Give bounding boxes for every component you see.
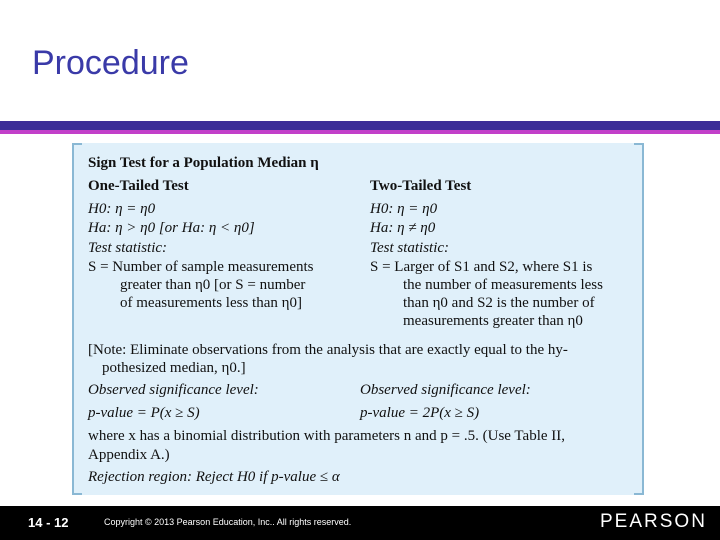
title-rule-purple	[0, 130, 720, 134]
procedure-box	[72, 143, 644, 495]
one-tailed-test-statistic-label: Test statistic:	[88, 240, 168, 256]
copyright-text: Copyright © 2013 Pearson Education, Inc.. All rights reserved.	[104, 517, 352, 527]
two-tailed-s-def-4: measurements greater than η0	[403, 313, 583, 329]
two-tailed-s-def-3: than η0 and S2 is the number of	[403, 295, 595, 311]
one-tailed-h0: H0: η = η0	[88, 201, 156, 217]
two-tailed-ha: Ha: η ≠ η0	[370, 220, 436, 236]
two-tailed-s-def-1: S = Larger of S1 and S2, where S1 is	[370, 259, 593, 275]
binomial-line-1: where x has a binomial distribution with parameters n and p = .5. (Use Table II,	[88, 428, 566, 444]
one-tailed-s-def-3: of measurements less than η0]	[120, 295, 302, 311]
one-tailed-s-def-2: greater than η0 [or S = number	[120, 277, 306, 293]
page-number: 14 - 12	[28, 515, 69, 530]
footer-bar	[0, 506, 720, 540]
note-line-1: [Note: Eliminate observations from the analysis that are exactly equal to the hy-	[88, 342, 568, 358]
note-line-2: pothesized median, η0.]	[102, 360, 246, 376]
two-tailed-test-statistic-label: Test statistic:	[370, 240, 450, 256]
two-tailed-osl-label: Observed significance level:	[360, 382, 531, 398]
title-rule-blue	[0, 121, 720, 130]
one-tailed-heading: One-Tailed Test	[88, 178, 189, 194]
one-tailed-pvalue: p-value = P(x ≥ S)	[88, 405, 200, 421]
two-tailed-s-def-2: the number of measurements less	[403, 277, 603, 293]
two-tailed-heading: Two-Tailed Test	[370, 178, 472, 194]
two-tailed-h0: H0: η = η0	[370, 201, 438, 217]
box-heading: Sign Test for a Population Median η	[88, 155, 319, 171]
one-tailed-ha: Ha: η > η0 [or Ha: η < η0]	[88, 220, 255, 236]
pearson-logo: PEARSON	[600, 511, 707, 532]
right-bracket	[634, 143, 644, 495]
one-tailed-s-def-1: S = Number of sample measurements	[88, 259, 314, 275]
binomial-line-2: Appendix A.)	[88, 447, 170, 463]
two-tailed-pvalue: p-value = 2P(x ≥ S)	[360, 405, 480, 421]
one-tailed-osl-label: Observed significance level:	[88, 382, 259, 398]
left-bracket	[72, 143, 82, 495]
rejection-region: Rejection region: Reject H0 if p-value ≤ α	[88, 469, 340, 485]
slide-title: Procedure	[32, 44, 189, 82]
